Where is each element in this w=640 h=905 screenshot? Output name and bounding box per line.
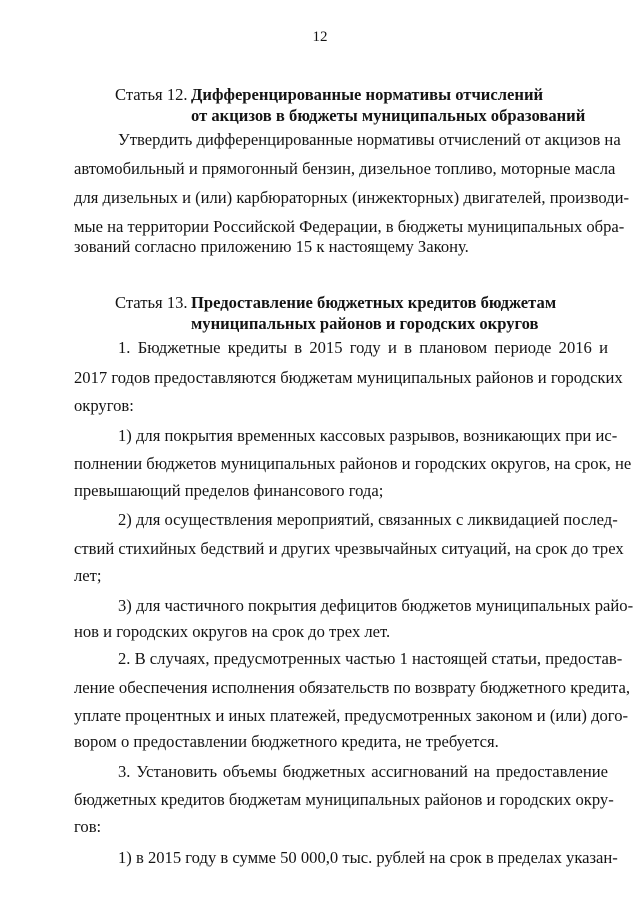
text-line: лет; [74,566,102,585]
text-line: уплате процентных и иных платежей, предусмотренных законом и (или) дого- [74,706,629,725]
article-12-label: Статья 12. [115,85,188,104]
text-line: Утвердить дифференцированные нормативы отчислений от акцизов на [118,130,621,149]
text-line: 2. В случаях, предусмотренных частью 1 настоящей статьи, предостав- [118,649,623,668]
article-13-heading [115,292,595,334]
text-line: мые на территории Российской Федерации, в бюджеты муниципальных обра- [74,217,625,236]
text-line: 1) в 2015 году в сумме 50 000,0 тыс. рублей на срок в пределах указан- [118,848,618,867]
text-line: ствий стихийных бедствий и других чрезвычайных ситуаций, на срок до трех [74,539,624,558]
text-line: зований согласно приложению 15 к настоящему Закону. [74,237,469,256]
text-line: округов: [74,396,134,415]
text-line: автомобильный и прямогонный бензин, дизельное топливо, моторные масла [74,159,616,178]
text-line: для дизельных и (или) карбюраторных (инжекторных) двигателей, производи- [74,188,629,207]
text-line: 1. Бюджетные кредиты в 2015 году и в плановом периоде 2016 и [118,338,608,357]
text-line: 2017 годов предоставляются бюджетам муниципальных районов и городских [74,368,623,387]
text-line: 2) для осуществления мероприятий, связанных с ликвидацией послед- [118,510,618,529]
text-line: 3. Установить объемы бюджетных ассигнований на предоставление [118,762,608,781]
article-12-heading [115,84,595,126]
article-13-title-line1: Предоставление бюджетных кредитов бюджетам [191,293,557,312]
text-line: нов и городских округов на срок до трех лет. [74,622,391,641]
article-12-title-line2: от акцизов в бюджеты муниципальных образований [191,106,586,125]
text-line: полнении бюджетов муниципальных районов и городских округов, на срок, не [74,454,632,473]
article-13-label: Статья 13. [115,293,188,312]
article-12-title-line1: Дифференцированные нормативы отчислений [191,85,544,104]
article-13-title [191,292,556,334]
text-line: превышающий пределов финансового года; [74,481,384,500]
page-number: 12 [312,29,328,45]
text-line: бюджетных кредитов бюджетам муниципальных районов и городских окру- [74,790,614,809]
article-13-title-line2: муниципальных районов и городских округов [191,314,539,333]
article-12-title [191,84,585,126]
text-line: вором о предоставлении бюджетного кредита, не требуется. [74,732,499,751]
text-line: 1) для покрытия временных кассовых разрывов, возникающих при ис- [118,426,618,445]
text-line: 3) для частичного покрытия дефицитов бюджетов муниципальных райо- [118,596,634,615]
text-line: гов: [74,817,102,836]
text-line: ление обеспечения исполнения обязательств по возврату бюджетного кредита, [74,678,631,697]
